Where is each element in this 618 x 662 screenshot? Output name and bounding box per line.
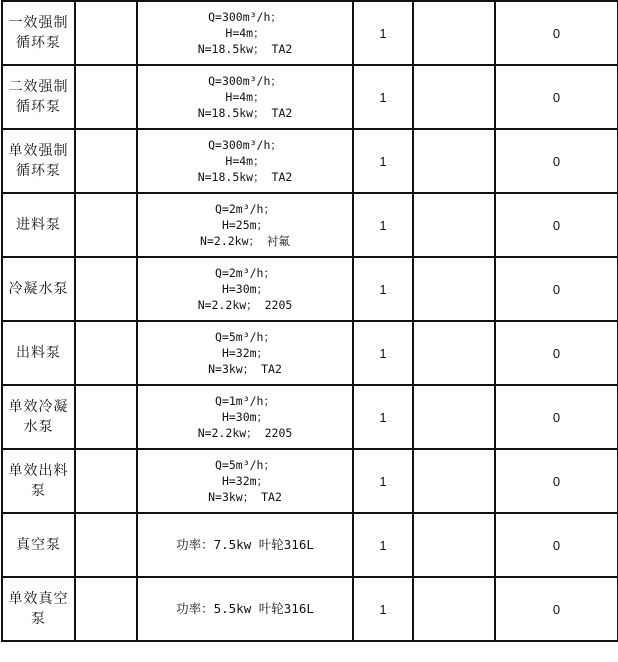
quantity-cell: 1 [353, 129, 413, 193]
equipment-name-cell: 二效强制循环泵 [2, 65, 75, 129]
empty-cell [75, 513, 137, 577]
quantity-cell: 1 [353, 193, 413, 257]
equipment-name-cell: 单效出料泵 [2, 449, 75, 513]
specification-line: 功率：7.5kw 叶轮316L [176, 537, 314, 552]
table-row [2, 513, 618, 577]
quantity-cell: 1 [353, 513, 413, 577]
quantity-cell: 1 [353, 257, 413, 321]
empty-cell [75, 449, 137, 513]
empty-cell [413, 193, 495, 257]
table-row [2, 449, 618, 513]
equipment-name-cell: 真空泵 [2, 513, 75, 577]
specification-line: Q=1m³/h； [215, 394, 275, 408]
specification-line: H=25m； [221, 218, 269, 232]
quantity-cell: 1 [353, 321, 413, 385]
empty-cell [75, 321, 137, 385]
equipment-table [1, 0, 618, 642]
specification-line: N=2.2kw； 2205 [197, 298, 293, 312]
quantity-cell: 1 [353, 449, 413, 513]
specification-cell [137, 385, 353, 449]
empty-cell [75, 257, 137, 321]
value-cell: 0 [495, 577, 618, 641]
specification-cell [137, 257, 353, 321]
value-cell: 0 [495, 513, 618, 577]
specification-line: Q=300m³/h； [208, 74, 282, 88]
equipment-name-cell: 冷凝水泵 [2, 257, 75, 321]
equipment-name-cell: 单效真空泵 [2, 577, 75, 641]
specification-line: N=3kw； TA2 [208, 362, 282, 376]
table-row [2, 577, 618, 641]
specification-cell [137, 193, 353, 257]
value-cell: 0 [495, 129, 618, 193]
empty-cell [413, 129, 495, 193]
value-cell: 0 [495, 1, 618, 65]
value-cell: 0 [495, 385, 618, 449]
value-cell: 0 [495, 321, 618, 385]
specification-line: N=18.5kw； TA2 [197, 106, 293, 120]
specification-line: Q=5m³/h； [215, 458, 275, 472]
specification-line: Q=300m³/h； [208, 138, 282, 152]
specification-line: H=4m； [225, 90, 265, 104]
empty-cell [75, 65, 137, 129]
table-row [2, 65, 618, 129]
quantity-cell: 1 [353, 577, 413, 641]
equipment-name-cell: 进料泵 [2, 193, 75, 257]
specification-cell [137, 513, 353, 577]
specification-line: H=30m； [221, 282, 269, 296]
quantity-cell: 1 [353, 385, 413, 449]
quantity-cell: 1 [353, 65, 413, 129]
specification-line: 功率：5.5kw 叶轮316L [176, 601, 314, 616]
table-row [2, 129, 618, 193]
table-row [2, 385, 618, 449]
empty-cell [413, 385, 495, 449]
specification-line: N=3kw； TA2 [208, 490, 282, 504]
value-cell: 0 [495, 193, 618, 257]
specification-line: H=32m； [221, 474, 269, 488]
empty-cell [413, 65, 495, 129]
specification-line: H=4m； [225, 26, 265, 40]
specification-cell [137, 65, 353, 129]
specification-line: Q=2m³/h； [215, 266, 275, 280]
equipment-name-cell: 出料泵 [2, 321, 75, 385]
equipment-name-cell: 一效强制循环泵 [2, 1, 75, 65]
equipment-name-cell: 单效冷凝水泵 [2, 385, 75, 449]
specification-line: H=4m； [225, 154, 265, 168]
table-row [2, 1, 618, 65]
specification-line: Q=2m³/h； [215, 202, 275, 216]
specification-line: H=30m； [221, 410, 269, 424]
specification-line: N=18.5kw； TA2 [197, 42, 293, 56]
empty-cell [413, 577, 495, 641]
specification-line: N=2.2kw； 2205 [197, 426, 293, 440]
specification-cell [137, 449, 353, 513]
empty-cell [75, 129, 137, 193]
specification-cell [137, 321, 353, 385]
value-cell: 0 [495, 449, 618, 513]
quantity-cell: 1 [353, 1, 413, 65]
specification-cell [137, 577, 353, 641]
table-row [2, 193, 618, 257]
specification-line: N=18.5kw； TA2 [197, 170, 293, 184]
specification-cell [137, 129, 353, 193]
value-cell: 0 [495, 65, 618, 129]
specification-line: H=32m； [221, 346, 269, 360]
value-cell: 0 [495, 257, 618, 321]
empty-cell [413, 513, 495, 577]
table-row [2, 321, 618, 385]
specification-line: Q=5m³/h； [215, 330, 275, 344]
specification-line: Q=300m³/h； [208, 10, 282, 24]
empty-cell [75, 385, 137, 449]
specification-line: N=2.2kw； 衬氟 [200, 234, 290, 248]
empty-cell [75, 1, 137, 65]
empty-cell [413, 321, 495, 385]
empty-cell [75, 193, 137, 257]
table-body [2, 1, 618, 641]
empty-cell [413, 449, 495, 513]
specification-cell [137, 1, 353, 65]
equipment-name-cell: 单效强制循环泵 [2, 129, 75, 193]
empty-cell [413, 257, 495, 321]
empty-cell [413, 1, 495, 65]
table-row [2, 257, 618, 321]
empty-cell [75, 577, 137, 641]
